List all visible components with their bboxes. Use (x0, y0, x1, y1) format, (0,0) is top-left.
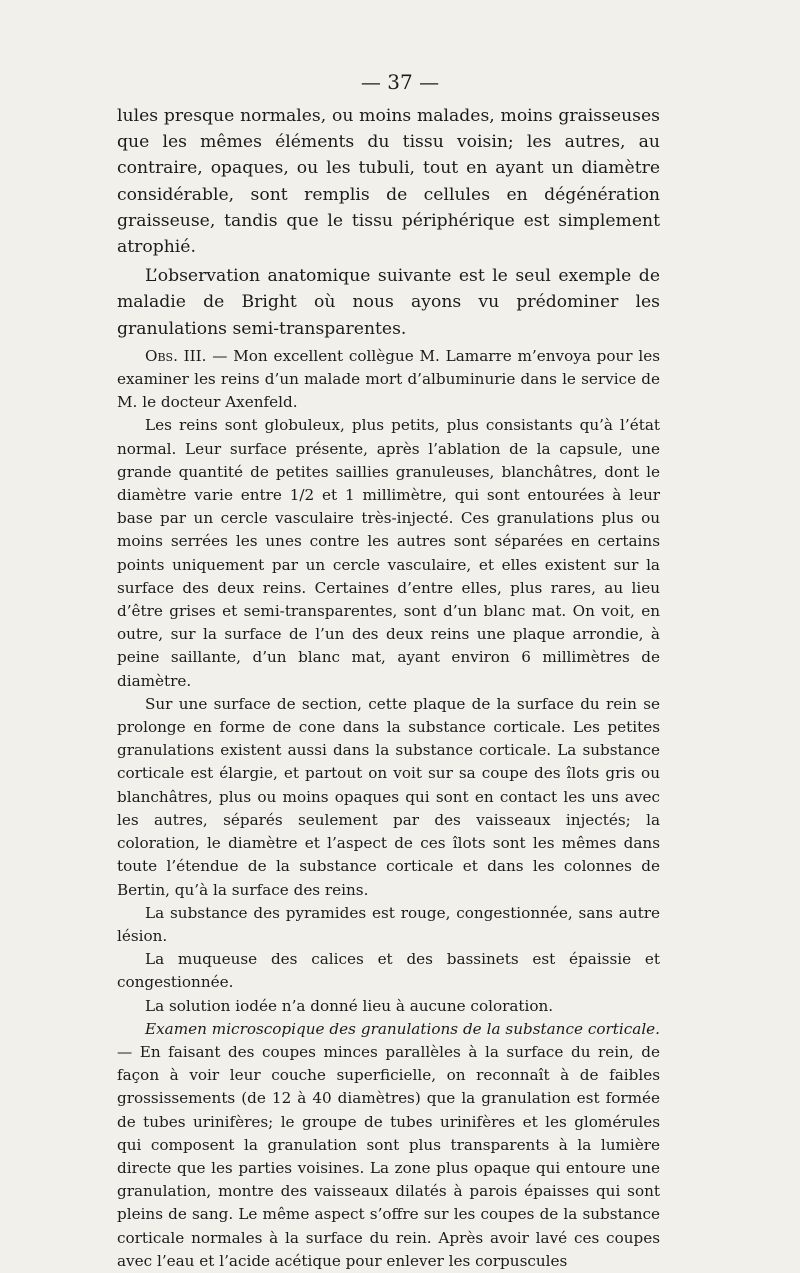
observation-label: Obs. III. (145, 346, 207, 365)
exam-heading: Examen microscopique des granulations de la substance corticale. (145, 1019, 660, 1038)
observation-text: — Mon excellent collègue M. Lamarre m’envoya pour les examiner les reins d’un malade mort d’albuminurie dans le service de M. le docteur Axenfeld. (117, 346, 660, 412)
paragraph-section-surface: Sur une surface de section, cette plaque de la surface du rein se prolonge en forme de cone dans la substance corticale. Les petites granulations existent aussi dans la substance corticale. La substance corticale est élargie, et partout on voit sur sa coupe des îlots gris ou blanchâtres, plus ou moins opaques qui sont en contact les uns avec les autres, séparés seulement par des vaisseaux injectés; la coloration, le diamètre et l’aspect de ces îlots sont les mêmes dans toute l’étendue de la substance corticale et dans les colonnes de Bertin, qu’à la surface des reins. (117, 694, 660, 899)
paragraph-iodine: La solution iodée n’a donné lieu à aucune coloration. (145, 996, 554, 1015)
paragraph-microscopic-exam (117, 1018, 660, 1273)
paragraph-observation-intro: L’observation anatomique suivante est le seul exemple de maladie de Bright où nous ayons vu prédominer les granulations semi-transparentes. (117, 266, 660, 339)
paragraph-continuation: lules presque normales, ou moins malades, moins graisseuses que les mêmes éléments du tissu voisin; les autres, au contraire, opaques, ou les tubuli, tout en ayant un diamètre considérable, sont remplis de cellules en dégénération graisseuse, tandis que le tissu périphérique est simplement atrophié. (117, 106, 660, 258)
observation-paragraph (117, 345, 660, 415)
paragraph-pyramids: La substance des pyramides est rouge, congestionnée, sans autre lésion. (117, 903, 660, 945)
body-text (117, 103, 660, 1273)
paragraph-kidney-surface: Les reins sont globuleux, plus petits, plus consistants qu’à l’état normal. Leur surface présente, après l’ablation de la capsule, une grande quantité de petites saillies granuleuses, blanchâtres, dont le diamètre varie entre 1/2 et 1 millimètre, qui sont entourées à leur base par un cercle vasculaire très-injecté. Ces granulations plus ou moins serrées les unes contre les autres sont séparées en certains points uniquement par un cercle vasculaire, et elles existent sur la surface des deux reins. Certaines d’entre elles, plus rares, au lieu d’être grises et semi-transparentes, sont d’un blanc mat. On voit, en outre, sur la surface de l’un des deux reins une plaque arrondie, à peine saillante, d’un blanc mat, ayant environ 6 millimètres de diamètre. (117, 416, 660, 690)
exam-text: — En faisant des coupes minces parallèles à la surface du rein, de façon à voir leur couche superficielle, on reconnaît à de faibles grossissements (de 12 à 40 diamètres) que la granulation est formée de tubes urinifères; le groupe de tubes urinifères et les glomérules qui composent la granulation sont plus transparents à la lumière directe que les parties voisines. La zone plus opaque qui entoure une granulation, montre des vaisseaux dilatés à parois épaisses qui sont pleins de sang. Le même aspect s’offre sur les coupes de la substance corticale normales à la surface du rein. Après avoir lavé ces coupes avec l’eau et l’acide acétique pour enlever les corpuscules (117, 1042, 660, 1270)
paragraph-mucosa: La muqueuse des calices et des bassinets est épaissie et congestionnée. (117, 950, 660, 992)
page-number: — 37 — (360, 70, 440, 94)
